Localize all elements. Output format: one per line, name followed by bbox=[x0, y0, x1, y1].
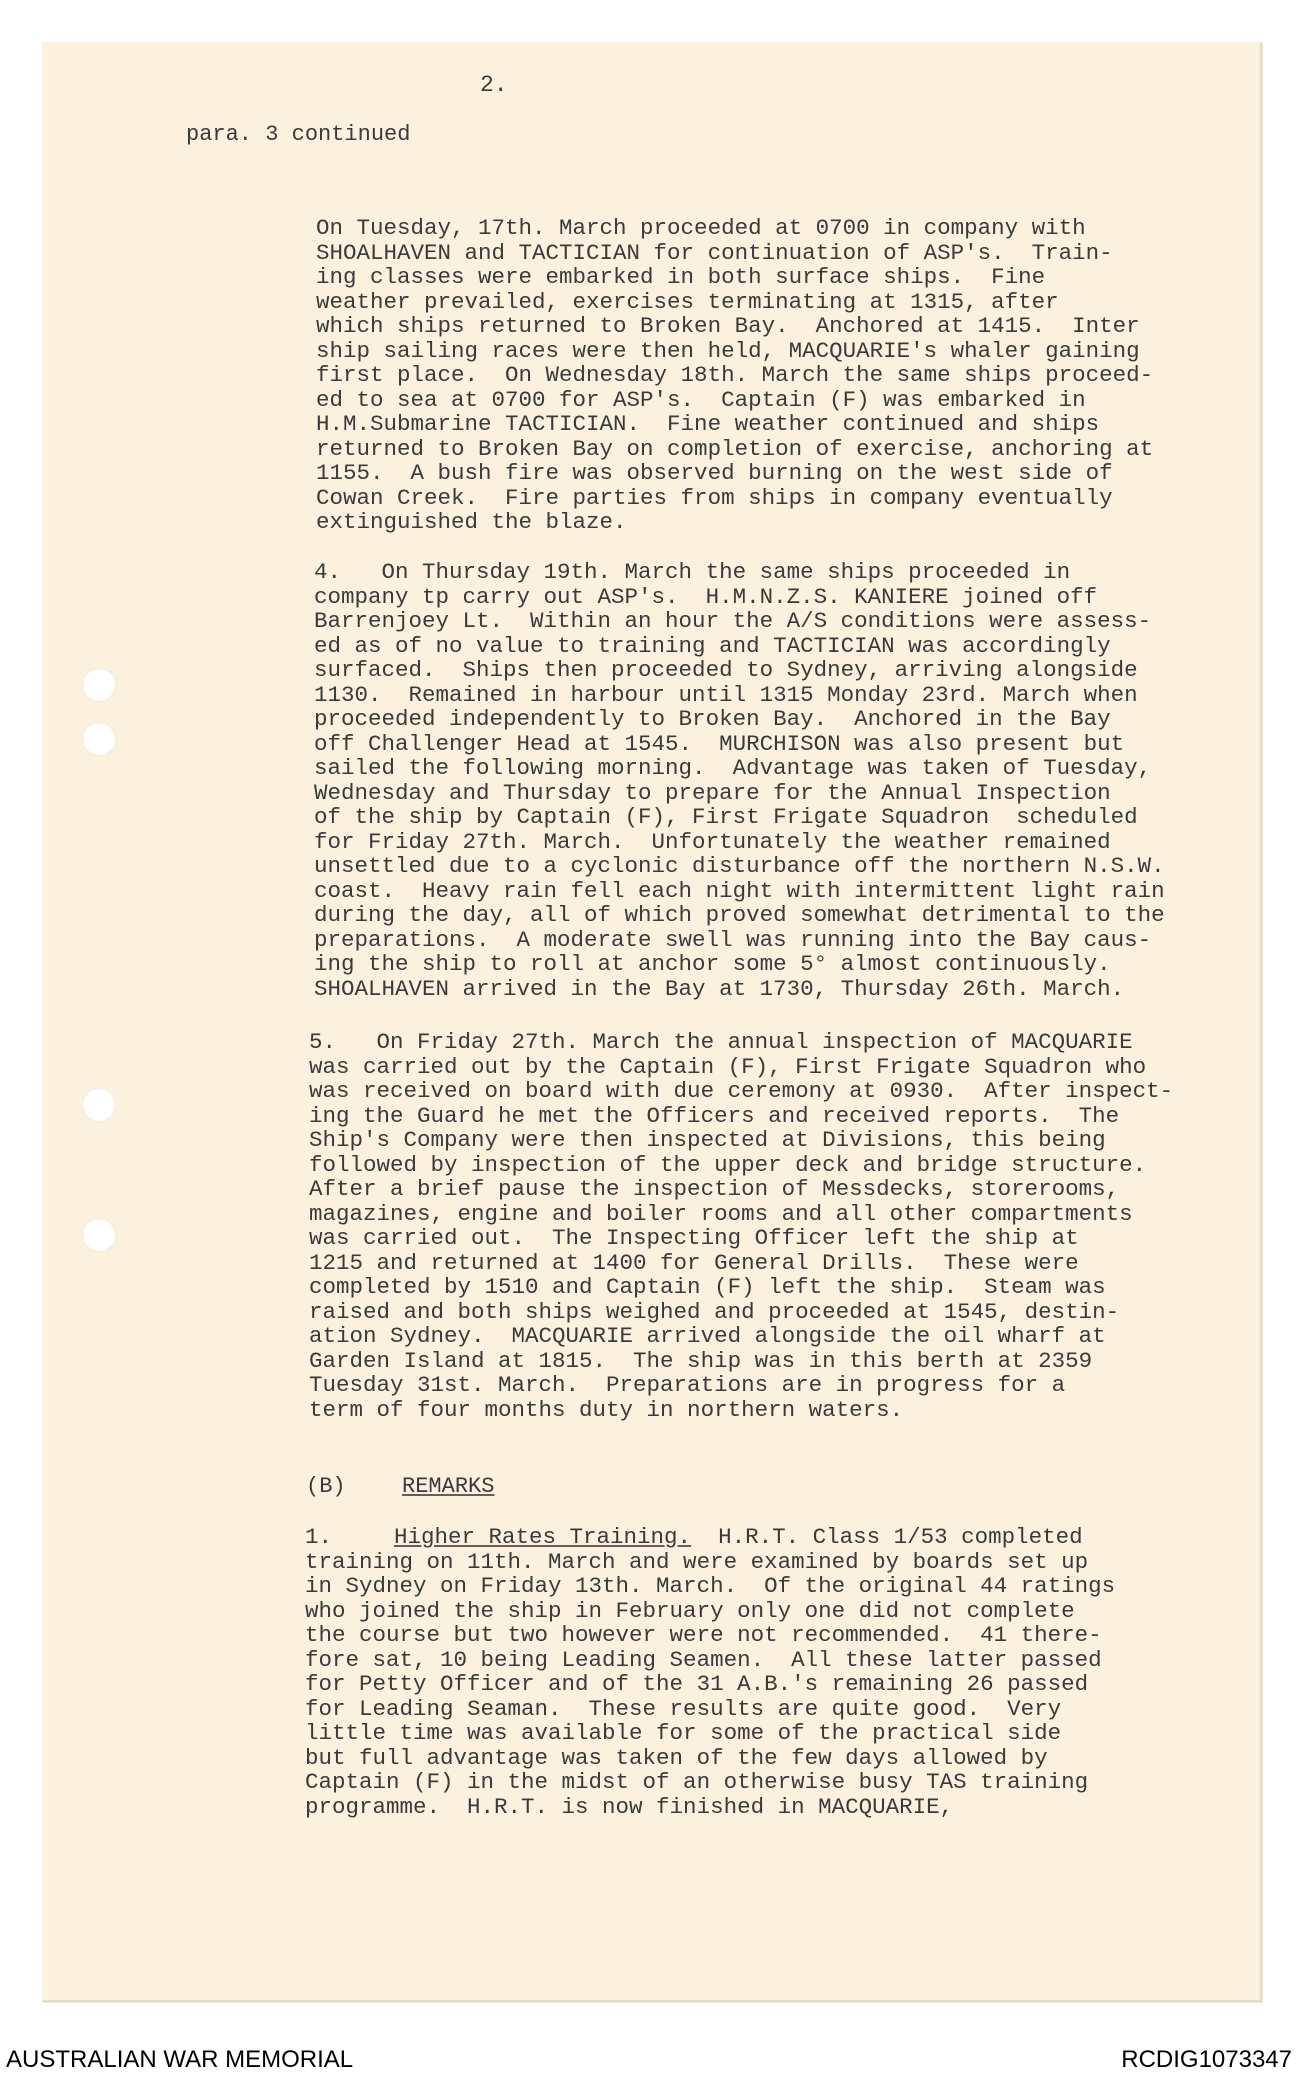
text-line: completed by 1510 and Captain (F) left the ship. Steam was bbox=[309, 1274, 1106, 1300]
text-line: extinguished the blaze. bbox=[316, 509, 627, 535]
text-line: first place. On Wednesday 18th. March the same ships proceed- bbox=[316, 362, 1154, 388]
text-line: SHOALHAVEN arrived in the Bay at 1730, Thursday 26th. March. bbox=[314, 975, 1125, 1002]
hrt-first-line-rest: H.R.T. Class 1/53 completed bbox=[691, 1524, 1083, 1550]
text-line: was received on board with due ceremony at 0930. After inspect- bbox=[309, 1078, 1174, 1104]
hrt-number: 1. bbox=[305, 1524, 333, 1550]
text-line: SHOALHAVEN and TACTICIAN for continuation of ASP's. Train- bbox=[316, 239, 1113, 266]
text-line: programme. H.R.T. is now finished in MACQUARIE, bbox=[305, 1793, 954, 1820]
text-line: was carried out. The Inspecting Officer left the ship at bbox=[309, 1225, 1079, 1251]
hrt-paragraph bbox=[305, 1525, 1300, 1819]
text-line: during the day, all of which proved somewhat detrimental to the bbox=[314, 902, 1165, 928]
text-line: who joined the ship in February only one did not complete bbox=[305, 1597, 1075, 1624]
text-line: in Sydney on Friday 13th. March. Of the original 44 ratings bbox=[305, 1573, 1116, 1599]
text-line: On Tuesday, 17th. March proceeded at 0700 in company with bbox=[316, 215, 1086, 241]
text-line: Wednesday and Thursday to prepare for the Annual Inspection bbox=[314, 779, 1111, 806]
text-line: little time was available for some of the practical side bbox=[305, 1720, 1062, 1746]
text-line: ing classes were embarked in both surface ships. Fine bbox=[316, 264, 1046, 290]
text-line: Tuesday 31st. March. Preparations are in progress for a bbox=[309, 1372, 1066, 1398]
punch-hole-top bbox=[82, 668, 116, 702]
text-line: 5. On Friday 27th. March the annual inspection of MACQUARIE bbox=[309, 1029, 1133, 1055]
text-line: surfaced. Ships then proceeded to Sydney, arriving alongside bbox=[314, 657, 1138, 683]
text-line: 1155. A bush fire was observed burning on the west side of bbox=[316, 460, 1113, 486]
paragraph-3-lines bbox=[316, 216, 1300, 535]
text-line: ing the Guard he met the Officers and received reports. The bbox=[309, 1102, 1120, 1129]
text-line: Ship's Company were then inspected at Divisions, this being bbox=[309, 1127, 1106, 1153]
text-line: term of four months duty in northern waters. bbox=[309, 1396, 904, 1423]
text-line: 1130. Remained in harbour until 1315 Monday 23rd. March when bbox=[314, 681, 1138, 708]
text-line: for Petty Officer and of the 31 A.B.'s remaining 26 passed bbox=[305, 1671, 1089, 1697]
page-number: 2. bbox=[480, 72, 508, 98]
paragraph-5-lines bbox=[309, 1030, 1300, 1422]
footer-record-id: RCDIG1073347 bbox=[1121, 2046, 1292, 2073]
text-line: H.M.Submarine TACTICIAN. Fine weather continued and ships bbox=[316, 411, 1100, 437]
text-line: ed as of no value to training and TACTICIAN was accordingly bbox=[314, 632, 1111, 659]
text-line: but full advantage was taken of the few days allowed by bbox=[305, 1744, 1048, 1771]
text-line: which ships returned to Broken Bay. Anchored at 1415. Inter bbox=[316, 313, 1140, 339]
text-line: proceeded independently to Broken Bay. Anchored in the Bay bbox=[314, 706, 1111, 732]
text-line: After a brief pause the inspection of Messdecks, storerooms, bbox=[309, 1176, 1120, 1202]
text-line: fore sat, 10 being Leading Seamen. All these latter passed bbox=[305, 1646, 1102, 1673]
text-line: ship sailing races were then held, MACQUARIE's whaler gaining bbox=[316, 337, 1140, 364]
hrt-title: Higher Rates Training. bbox=[394, 1524, 692, 1550]
text-line: Cowan Creek. Fire parties from ships in company eventually bbox=[316, 484, 1113, 511]
text-line: training on 11th. March and were examined by boards set up bbox=[305, 1548, 1089, 1575]
text-line: ation Sydney. MACQUARIE arrived alongside the oil wharf at bbox=[309, 1323, 1106, 1349]
text-line: ing the ship to roll at anchor some 5° almost continuously. bbox=[314, 951, 1111, 977]
text-line: was carried out by the Captain (F), First Frigate Squadron who bbox=[309, 1053, 1147, 1080]
text-line: followed by inspection of the upper deck and bridge structure. bbox=[309, 1151, 1147, 1178]
text-line: Garden Island at 1815. The ship was in this berth at 2359 bbox=[309, 1347, 1093, 1374]
text-line: the course but two however were not recommended. 41 there- bbox=[305, 1622, 1102, 1648]
hrt-lines bbox=[305, 1550, 1300, 1820]
remarks-label: (B) bbox=[306, 1474, 346, 1499]
text-line: returned to Broken Bay on completion of exercise, anchoring at bbox=[316, 435, 1154, 462]
remarks-heading bbox=[306, 1474, 494, 1499]
text-line: sailed the following morning. Advantage was taken of Tuesday, bbox=[314, 755, 1152, 781]
remarks-title: REMARKS bbox=[402, 1474, 495, 1499]
text-line: magazines, engine and boiler rooms and all other compartments bbox=[309, 1200, 1133, 1227]
text-line: off Challenger Head at 1545. MURCHISON was also present but bbox=[314, 730, 1125, 757]
text-line: of the ship by Captain (F), First Frigate Squadron scheduled bbox=[314, 804, 1138, 830]
paragraph-4-lines bbox=[314, 560, 1300, 1001]
text-line: Barrenjoey Lt. Within an hour the A/S conditions were assess- bbox=[314, 608, 1152, 634]
text-line: preparations. A moderate swell was running into the Bay caus- bbox=[314, 926, 1152, 953]
text-line: weather prevailed, exercises terminating at 1315, after bbox=[316, 288, 1059, 315]
text-line: ed to sea at 0700 for ASP's. Captain (F) was embarked in bbox=[316, 386, 1086, 413]
text-line: raised and both ships weighed and proceeded at 1545, destin- bbox=[309, 1298, 1120, 1325]
hrt-first-line bbox=[305, 1525, 1300, 1550]
footer-institution: AUSTRALIAN WAR MEMORIAL bbox=[6, 2046, 354, 2073]
text-line: 1215 and returned at 1400 for General Drills. These were bbox=[309, 1249, 1079, 1276]
text-line: for Friday 27th. March. Unfortunately the weather remained bbox=[314, 828, 1111, 855]
text-line: company tp carry out ASP's. H.M.N.Z.S. KANIERE joined off bbox=[314, 583, 1098, 610]
text-line: Captain (F) in the midst of an otherwise busy TAS training bbox=[305, 1769, 1089, 1795]
punch-hole-lower bbox=[82, 1218, 116, 1252]
text-line: for Leading Seaman. These results are quite good. Very bbox=[305, 1695, 1062, 1722]
text-line: unsettled due to a cyclonic disturbance off the northern N.S.W. bbox=[314, 853, 1165, 879]
punch-hole-middle bbox=[82, 1088, 116, 1122]
text-line: 4. On Thursday 19th. March the same ships proceeded in bbox=[314, 559, 1071, 585]
continuation-label: para. 3 continued bbox=[186, 122, 411, 147]
punch-hole-top-2 bbox=[82, 722, 116, 756]
text-line: coast. Heavy rain fell each night with intermittent light rain bbox=[314, 877, 1165, 904]
